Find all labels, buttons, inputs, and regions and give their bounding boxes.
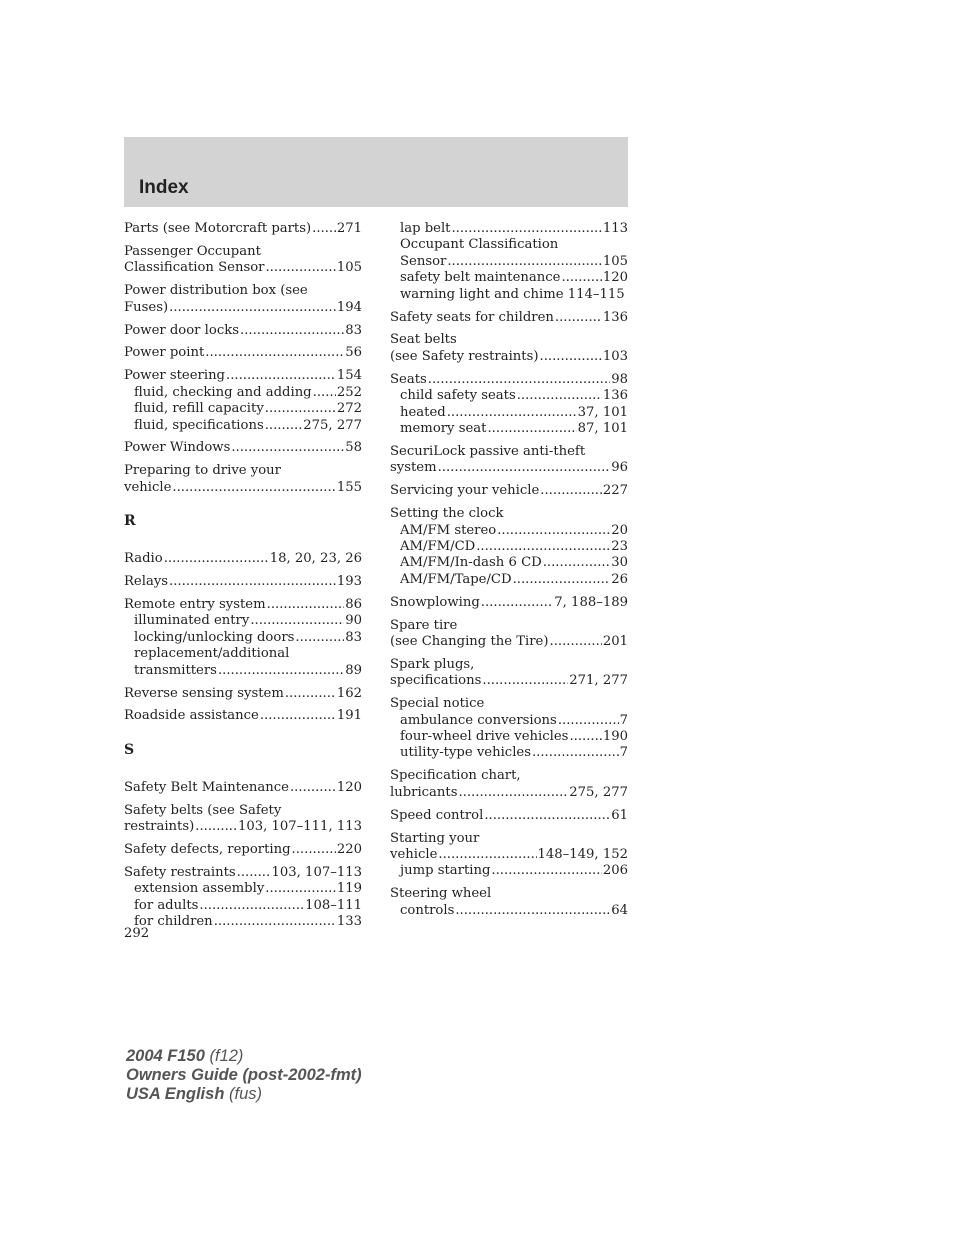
index-entry — [124, 865, 362, 931]
entry-term: vehicle — [124, 479, 172, 495]
entry-page: 86 — [345, 597, 362, 612]
entry-term: Seats — [390, 371, 427, 387]
entry-page: 61 — [611, 807, 628, 823]
index-entry — [124, 345, 362, 361]
index-entry — [390, 506, 628, 588]
entry-term: Snowplowing — [390, 594, 480, 610]
index-entry — [124, 551, 362, 567]
entry-page: 252 — [336, 384, 362, 400]
entry-term: Radio — [124, 551, 163, 567]
entry-page: 37, 101 — [577, 404, 628, 420]
entry-page: 272 — [336, 401, 362, 417]
index-entry — [124, 597, 362, 679]
entry-page: 18, 20, 23, 26 — [269, 551, 362, 567]
subentry-term: illuminated entry — [134, 613, 250, 629]
entry-page: 7 — [619, 745, 628, 761]
index-entry — [124, 323, 362, 339]
subentry-term: transmitters — [134, 662, 217, 678]
entry-page: 201 — [602, 633, 628, 649]
entry-page: 96 — [611, 460, 628, 476]
entry-page: 194 — [336, 299, 362, 315]
entry-page: 108–111 — [305, 897, 362, 913]
index-entry — [390, 657, 628, 690]
subentry-term: Sensor — [400, 253, 447, 269]
entry-term: system — [390, 460, 437, 476]
entry-page: 7 — [619, 712, 628, 728]
entry-page: 105 — [336, 260, 362, 276]
entry-term: restraints) — [124, 819, 195, 835]
index-entry — [390, 768, 628, 801]
subentry-term: replacement/additional — [134, 646, 290, 662]
entry-term: Remote entry system — [124, 597, 266, 612]
entry-term: Safety Belt Maintenance — [124, 779, 289, 795]
entry-page: 275, 277 — [303, 417, 362, 433]
subentry-term: AM/FM/In-dash 6 CD — [400, 555, 542, 571]
subentry-term: utility-type vehicles — [400, 745, 531, 761]
entry-term: Parts (see Motorcraft parts) — [124, 221, 312, 236]
subentry-term: AM/FM stereo — [400, 522, 497, 538]
entry-page: 275, 277 — [569, 784, 628, 800]
entry-term: Fuses) — [124, 299, 169, 315]
entry-page: 271, 277 — [569, 673, 628, 689]
entry-term: Steering wheel — [390, 886, 492, 902]
footer-model: 2004 F150 — [126, 1047, 205, 1065]
index-entry — [390, 595, 628, 611]
index-entry — [390, 444, 628, 477]
entry-term: Specification chart, — [390, 768, 521, 784]
subentry-term: lap belt — [400, 221, 451, 236]
footer-language-code: (fus) — [229, 1085, 262, 1103]
subentry-term: memory seat — [400, 420, 487, 436]
subentry-term: fluid, checking and adding — [134, 384, 312, 400]
entry-term: vehicle — [390, 846, 438, 862]
index-entry — [390, 310, 628, 326]
subentry-term: AM/FM/Tape/CD — [400, 571, 512, 587]
entry-page: 83 — [345, 322, 362, 338]
entry-page: 220 — [336, 842, 362, 858]
entry-page: 98 — [611, 371, 628, 387]
section-letter-r: R — [124, 513, 136, 530]
footer-code: (f12) — [209, 1047, 244, 1065]
entry-term: Power Windows — [124, 440, 231, 456]
index-entry — [124, 686, 362, 702]
entry-page: 20 — [611, 522, 628, 538]
index-entry — [124, 221, 362, 237]
entry-term: Preparing to drive your — [124, 463, 281, 479]
entry-page: 89 — [345, 662, 362, 678]
entry-term: Spare tire — [390, 617, 458, 633]
entry-page: 190 — [602, 728, 628, 744]
entry-term: Power door locks — [124, 322, 239, 338]
entry-term: Setting the clock — [390, 506, 504, 522]
entry-page: 103, 107–113 — [271, 864, 362, 880]
index-entry — [390, 372, 628, 438]
entry-term: Starting your — [390, 830, 480, 846]
entry-term: (see Changing the Tire) — [390, 633, 549, 649]
index-entry — [124, 708, 362, 724]
subentry-term: child safety seats — [400, 388, 516, 404]
subentry-term: controls — [400, 902, 455, 918]
subentry-term: fluid, refill capacity — [134, 401, 264, 417]
index-entry — [124, 574, 362, 590]
entry-page: 7, 188–189 — [554, 594, 628, 610]
entry-term: lubricants — [390, 784, 458, 800]
entry-term: Spark plugs, — [390, 656, 475, 672]
index-entry — [124, 803, 362, 836]
entry-term: Safety seats for children — [390, 309, 554, 325]
subentry-term: fluid, specifications — [134, 417, 264, 433]
entry-page: 90 — [345, 613, 362, 629]
section-letter-s: S — [124, 741, 135, 758]
subentry-term: AM/FM/CD — [400, 538, 476, 554]
index-entry — [124, 283, 362, 316]
entry-page: 133 — [336, 914, 362, 930]
entry-term: Safety defects, reporting — [124, 842, 291, 858]
index-entry — [124, 368, 362, 434]
index-entry — [390, 483, 628, 499]
footer-language: USA English — [126, 1085, 225, 1103]
entry-term: (see Safety restraints) — [390, 348, 539, 364]
entry-term: specifications — [390, 673, 482, 689]
entry-term: Seat belts — [390, 332, 457, 348]
subentry-term: safety belt maintenance — [400, 270, 561, 286]
entry-page: 64 — [611, 902, 628, 918]
entry-page: 105 — [602, 253, 628, 269]
entry-page: 26 — [611, 571, 628, 587]
index-entry — [390, 618, 628, 651]
entry-page: 103 — [602, 348, 628, 364]
index-entry — [390, 332, 628, 365]
header-band — [124, 137, 628, 207]
entry-page: 148–149, 152 — [537, 846, 628, 862]
entry-term: Classification Sensor — [124, 260, 265, 276]
document-footer — [126, 1047, 362, 1104]
index-entry — [390, 696, 628, 762]
subentry-term: ambulance conversions — [400, 712, 557, 728]
entry-term: SecuriLock passive anti-theft — [390, 443, 586, 459]
entry-page: 162 — [336, 685, 362, 701]
entry-term: Relays — [124, 574, 169, 590]
entry-term: Roadside assistance — [124, 708, 259, 724]
entry-term: Safety restraints — [124, 864, 236, 880]
subentry-term: for adults — [134, 897, 199, 913]
entry-page: 155 — [336, 479, 362, 495]
page-number: 292 — [124, 926, 150, 941]
subentry-term: extension assembly — [134, 881, 265, 897]
entry-page: 56 — [345, 345, 362, 361]
subentry-term: Occupant Classification — [400, 237, 559, 253]
entry-term: Special notice — [390, 696, 485, 712]
entry-page: 120 — [602, 270, 628, 286]
subentry-term: jump starting — [400, 863, 491, 879]
entry-page: 119 — [336, 881, 362, 897]
index-entry — [390, 886, 628, 919]
entry-term: Power point — [124, 345, 205, 361]
subentry-term: heated — [400, 404, 446, 420]
entry-page: 227 — [602, 483, 628, 499]
entry-page: 83 — [345, 629, 362, 645]
entry-page: 58 — [345, 440, 362, 456]
entry-page: 30 — [611, 555, 628, 571]
entry-page: 23 — [611, 538, 628, 554]
index-column-right — [390, 221, 628, 926]
subentry-term: warning light and chime — [400, 286, 564, 302]
entry-term: Safety belts (see Safety — [124, 802, 282, 818]
entry-page: 120 — [336, 779, 362, 795]
entry-page: 206 — [602, 863, 628, 879]
entry-page: 193 — [336, 574, 362, 590]
entry-page: 191 — [336, 708, 362, 724]
page-title: Index — [139, 177, 189, 198]
index-column-left — [124, 221, 362, 937]
index-entry — [390, 831, 628, 880]
entry-page: 87, 101 — [577, 420, 628, 436]
index-entry — [124, 780, 362, 796]
entry-term: Servicing your vehicle — [390, 483, 540, 499]
index-entry — [124, 463, 362, 496]
entry-page: 154 — [336, 368, 362, 384]
index-entry — [124, 842, 362, 858]
subentry-term: locking/unlocking doors — [134, 629, 295, 645]
entry-term: Power steering — [124, 368, 225, 384]
index-entry — [124, 440, 362, 456]
entry-page: 113 — [602, 221, 628, 236]
entry-page: 136 — [602, 309, 628, 325]
entry-term: Power distribution box (see — [124, 283, 308, 299]
subentry-term: for children — [134, 914, 213, 930]
index-entry — [124, 244, 362, 277]
footer-guide: Owners Guide (post-2002-fmt) — [126, 1066, 362, 1084]
entry-term: Speed control — [390, 807, 484, 823]
index-entry — [390, 808, 628, 824]
entry-page: 271 — [336, 221, 362, 236]
entry-term: Reverse sensing system — [124, 685, 284, 701]
entry-page: 103, 107–111, 113 — [237, 819, 362, 835]
subentry-term: four-wheel drive vehicles — [400, 728, 569, 744]
index-entry — [390, 221, 628, 303]
entry-term: Passenger Occupant — [124, 243, 261, 259]
entry-page: 136 — [602, 388, 628, 404]
entry-page: 114–115 — [567, 286, 625, 302]
